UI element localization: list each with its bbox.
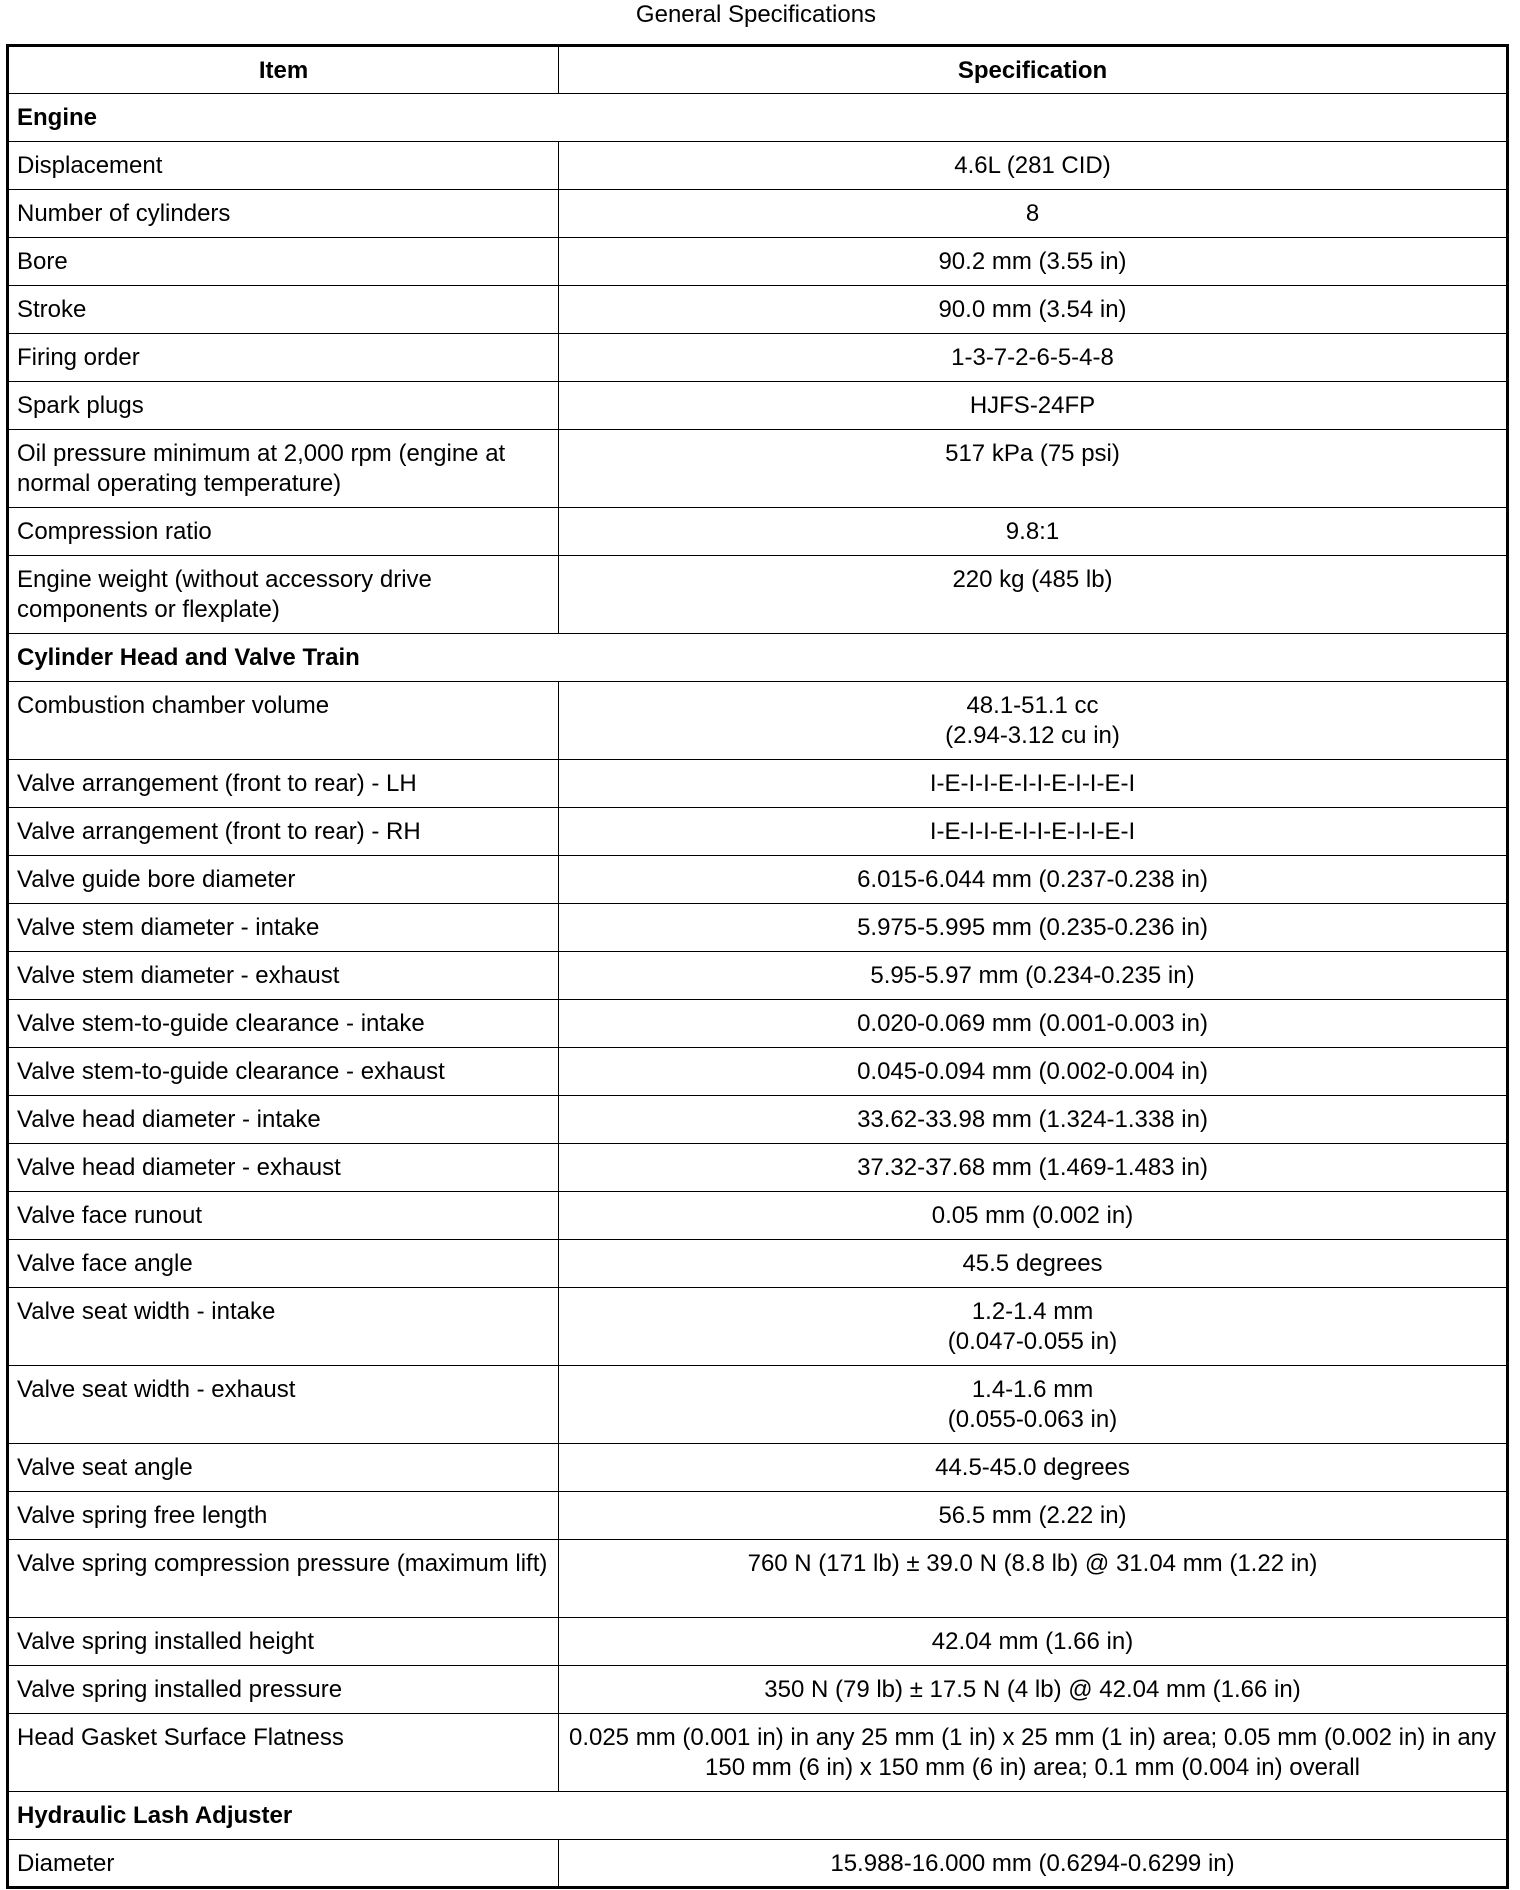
section-heading: Cylinder Head and Valve Train (8, 634, 1508, 682)
spec-line: 1.4-1.6 mm (971, 1376, 1094, 1403)
header-item: Item (8, 46, 559, 94)
table-row (8, 1192, 1508, 1240)
item-cell: Valve arrangement (front to rear) - LH (8, 760, 559, 808)
table-row (8, 238, 1508, 286)
table-row (8, 904, 1508, 952)
spec-cell: 350 N (79 lb) ± 17.5 N (4 lb) @ 42.04 mm (1.66 in) (559, 1666, 1508, 1714)
item-cell: Valve stem diameter - intake (8, 904, 559, 952)
item-cell: Valve stem diameter - exhaust (8, 952, 559, 1000)
table-row (8, 1144, 1508, 1192)
table-row (8, 190, 1508, 238)
document-title: General Specifications (635, 1, 877, 28)
item-cell: Valve spring installed height (8, 1618, 559, 1666)
spec-cell: 6.015-6.044 mm (0.237-0.238 in) (559, 856, 1508, 904)
spec-cell: 56.5 mm (2.22 in) (559, 1492, 1508, 1540)
spec-cell: I-E-I-I-E-I-I-E-I-I-E-I (559, 808, 1508, 856)
spec-line: (0.047-0.055 in) (947, 1328, 1118, 1355)
table-row (8, 682, 1508, 760)
spec-cell: 517 kPa (75 psi) (559, 430, 1508, 508)
spec-cell: 0.05 mm (0.002 in) (559, 1192, 1508, 1240)
table-row (8, 1492, 1508, 1540)
table-row (8, 508, 1508, 556)
spec-cell: 37.32-37.68 mm (1.469-1.483 in) (559, 1144, 1508, 1192)
spec-cell (559, 1366, 1508, 1444)
item-cell: Engine weight (without accessory drive components or flexplate) (8, 556, 559, 634)
item-cell: Diameter (8, 1840, 559, 1888)
table-row (8, 142, 1508, 190)
table-row (8, 430, 1508, 508)
specifications-table (6, 44, 1509, 1889)
table-row (8, 1666, 1508, 1714)
spec-cell: 90.0 mm (3.54 in) (559, 286, 1508, 334)
spec-cell: 1-3-7-2-6-5-4-8 (559, 334, 1508, 382)
item-cell: Valve seat width - exhaust (8, 1366, 559, 1444)
table-row (8, 1618, 1508, 1666)
item-cell: Compression ratio (8, 508, 559, 556)
item-cell: Oil pressure minimum at 2,000 rpm (engine at normal operating temperature) (8, 430, 559, 508)
item-cell: Valve face runout (8, 1192, 559, 1240)
spec-cell: 0.025 mm (0.001 in) in any 25 mm (1 in) x 25 mm (1 in) area; 0.05 mm (0.002 in) in any 150 mm (6 in) x 150 mm (6 in) area; 0.1 mm (0.004 in) overall (559, 1714, 1508, 1792)
table-row (8, 1240, 1508, 1288)
spec-cell: 760 N (171 lb) ± 39.0 N (8.8 lb) @ 31.04 mm (1.22 in) (559, 1540, 1508, 1618)
item-cell: Stroke (8, 286, 559, 334)
spec-cell: 8 (559, 190, 1508, 238)
spec-cell: 90.2 mm (3.55 in) (559, 238, 1508, 286)
spec-cell: I-E-I-I-E-I-I-E-I-I-E-I (559, 760, 1508, 808)
table-row (8, 1288, 1508, 1366)
spec-cell: 5.975-5.995 mm (0.235-0.236 in) (559, 904, 1508, 952)
section-row (8, 634, 1508, 682)
item-cell: Valve seat angle (8, 1444, 559, 1492)
header-specification: Specification (559, 46, 1508, 94)
table-row (8, 1540, 1508, 1618)
table-row (8, 856, 1508, 904)
item-cell: Valve guide bore diameter (8, 856, 559, 904)
table-row (8, 334, 1508, 382)
item-cell: Valve face angle (8, 1240, 559, 1288)
table-row (8, 556, 1508, 634)
spec-line: (0.055-0.063 in) (947, 1406, 1118, 1433)
item-cell: Valve spring compression pressure (maximum lift) (8, 1540, 559, 1618)
table-row (8, 760, 1508, 808)
spec-cell: 9.8:1 (559, 508, 1508, 556)
spec-cell: 0.020-0.069 mm (0.001-0.003 in) (559, 1000, 1508, 1048)
table-row (8, 1000, 1508, 1048)
spec-cell: 45.5 degrees (559, 1240, 1508, 1288)
item-cell: Displacement (8, 142, 559, 190)
spec-cell: 5.95-5.97 mm (0.234-0.235 in) (559, 952, 1508, 1000)
spec-line: (2.94-3.12 cu in) (945, 722, 1120, 749)
item-cell: Combustion chamber volume (8, 682, 559, 760)
spec-cell: 15.988-16.000 mm (0.6294-0.6299 in) (559, 1840, 1508, 1888)
item-cell: Spark plugs (8, 382, 559, 430)
item-cell: Valve spring installed pressure (8, 1666, 559, 1714)
item-cell: Valve head diameter - exhaust (8, 1144, 559, 1192)
table-row (8, 808, 1508, 856)
spec-cell (559, 682, 1508, 760)
section-heading: Engine (8, 94, 1508, 142)
table-row (8, 952, 1508, 1000)
table-row (8, 1096, 1508, 1144)
spec-cell: 0.045-0.094 mm (0.002-0.004 in) (559, 1048, 1508, 1096)
table-row (8, 1840, 1508, 1888)
item-cell: Valve head diameter - intake (8, 1096, 559, 1144)
spec-cell: 220 kg (485 lb) (559, 556, 1508, 634)
table-row (8, 1366, 1508, 1444)
table-row (8, 1048, 1508, 1096)
item-cell: Valve arrangement (front to rear) - RH (8, 808, 559, 856)
item-cell: Firing order (8, 334, 559, 382)
table-row (8, 1444, 1508, 1492)
item-cell: Head Gasket Surface Flatness (8, 1714, 559, 1792)
spec-line: 1.2-1.4 mm (971, 1298, 1094, 1325)
spec-cell: 42.04 mm (1.66 in) (559, 1618, 1508, 1666)
spec-cell: 4.6L (281 CID) (559, 142, 1508, 190)
spec-cell: HJFS-24FP (559, 382, 1508, 430)
section-row (8, 94, 1508, 142)
spec-cell (559, 1288, 1508, 1366)
section-heading: Hydraulic Lash Adjuster (8, 1792, 1508, 1840)
spec-cell: 44.5-45.0 degrees (559, 1444, 1508, 1492)
item-cell: Valve seat width - intake (8, 1288, 559, 1366)
item-cell: Valve stem-to-guide clearance - exhaust (8, 1048, 559, 1096)
item-cell: Valve stem-to-guide clearance - intake (8, 1000, 559, 1048)
section-row (8, 1792, 1508, 1840)
table-row (8, 286, 1508, 334)
header-row (8, 46, 1508, 94)
spec-cell: 33.62-33.98 mm (1.324-1.338 in) (559, 1096, 1508, 1144)
table-row (8, 1714, 1508, 1792)
spec-line: 48.1-51.1 cc (966, 692, 1099, 719)
item-cell: Bore (8, 238, 559, 286)
item-cell: Valve spring free length (8, 1492, 559, 1540)
item-cell: Number of cylinders (8, 190, 559, 238)
table-row (8, 382, 1508, 430)
